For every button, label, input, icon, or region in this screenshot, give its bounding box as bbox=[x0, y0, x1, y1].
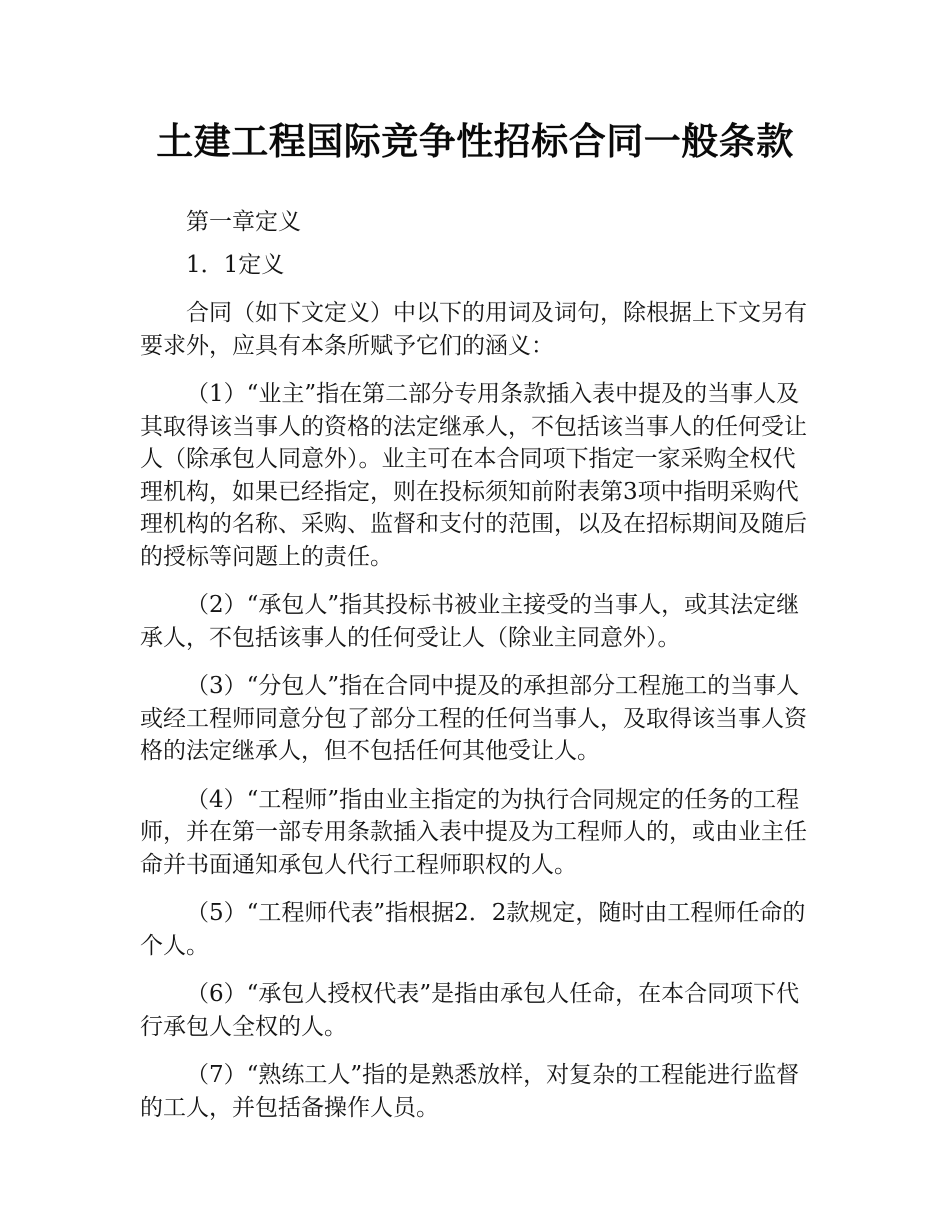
paragraph-intro: 合同（如下文定义）中以下的用词及词句，除根据上下文另有要求外，应具有本条所赋予它们的涵义： bbox=[140, 300, 807, 359]
paragraph-skilled-worker-definition: （7）“熟练工人”指的是熟悉放样，对复杂的工程能进行监督的工人，并包括备操作人员。 bbox=[140, 1062, 800, 1121]
chapter-heading: 第一章定义 bbox=[186, 209, 301, 235]
paragraph-subcontractor-definition: （3）“分包人”指在合同中提及的承担部分工程施工的当事人或经工程师同意分包了部分工程的任何当事人，及取得该当事人资格的法定继承人，但不包括任何其他受让人。 bbox=[140, 673, 807, 764]
paragraph-engineer-representative-definition: （5）“工程师代表”指根据2．2款规定，随时由工程师任命的个人。 bbox=[140, 900, 806, 959]
document-body bbox=[140, 198, 810, 1140]
paragraph-contractor-representative-definition: （6）“承包人授权代表”是指由承包人任命，在本合同项下代行承包人全权的人。 bbox=[140, 981, 800, 1040]
section-heading: 1．1定义 bbox=[186, 251, 285, 278]
paragraph-owner-definition: （1）“业主”指在第二部分专用条款插入表中提及的当事人及其取得该当事人的资格的法定继承人，不包括该当事人的任何受让人（除承包人同意外）。业主可在本合同项下指定一家采购全权代理机构，如果已经指定，则在投标须知前附表第3项中指明采购代理机构的名称、采购、监督和支付的范围，以及在招标期间及随后的授标等问题上的责任。 bbox=[140, 381, 807, 570]
paragraph-engineer-definition: （4）“工程师”指由业主指定的为执行合同规定的任务的工程师，并在第一部专用条款插入表中提及为工程师人的，或由业主任命并书面通知承包人代行工程师职权的人。 bbox=[140, 786, 807, 878]
paragraph-contractor-definition: （2）“承包人”指其投标书被业主接受的当事人，或其法定继承人，不包括该事人的任何受让人（除业主同意外）。 bbox=[140, 592, 800, 651]
document-title: 土建工程国际竞争性招标合同一般条款 bbox=[156, 120, 794, 163]
